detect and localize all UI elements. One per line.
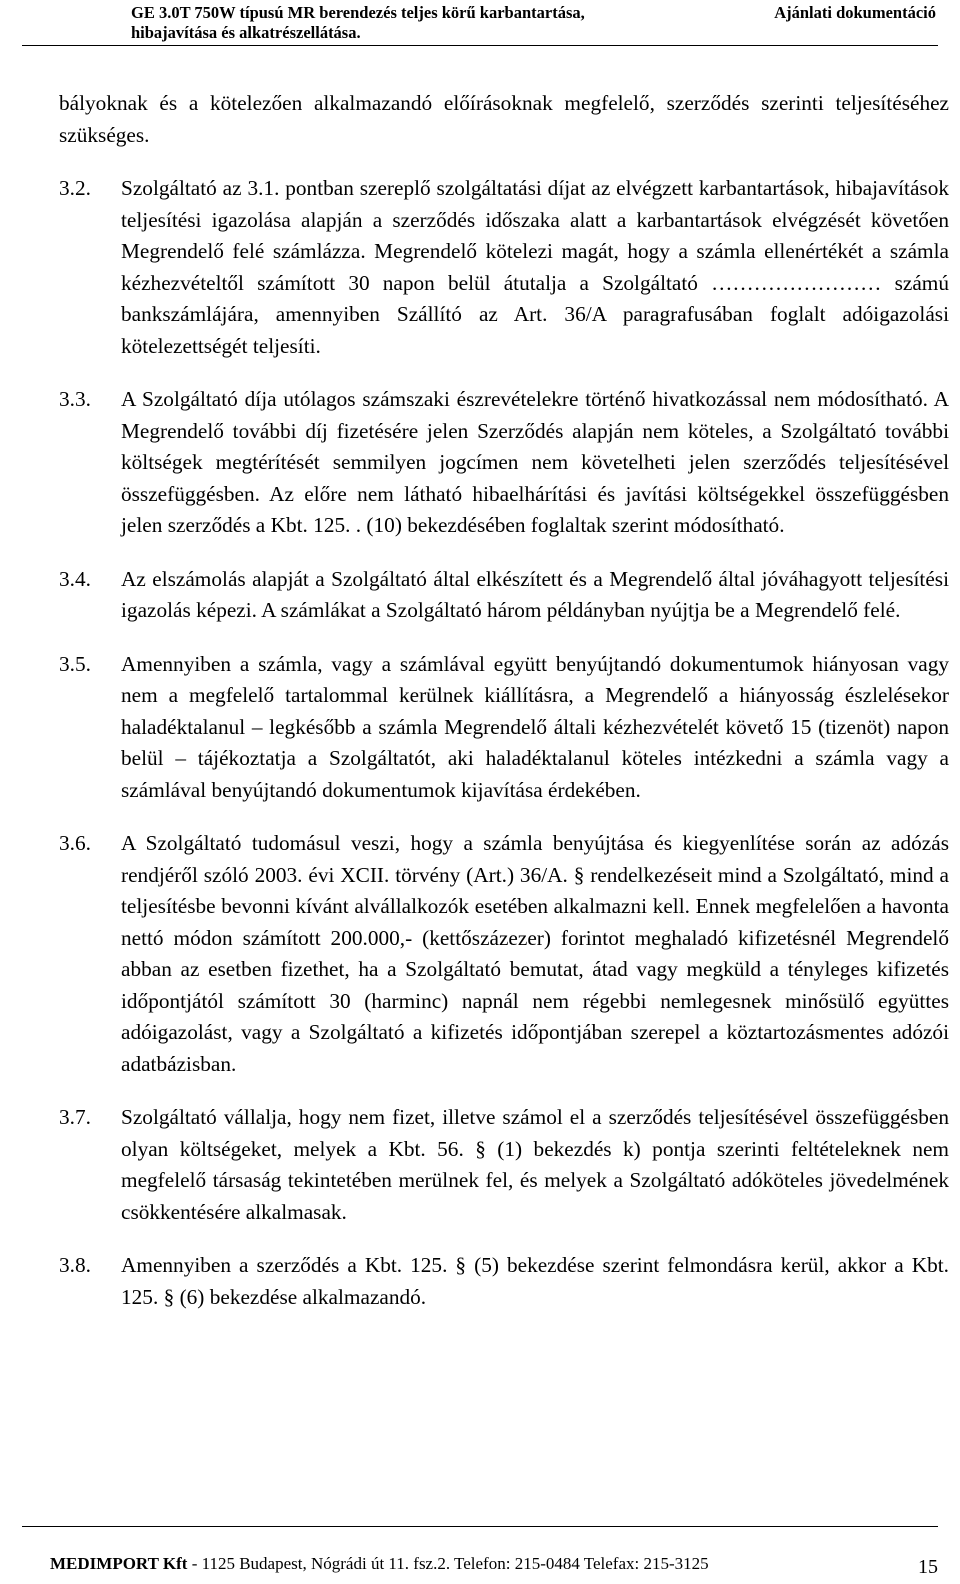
section-3-4: [59, 564, 949, 627]
section-3-8: [59, 1250, 949, 1313]
section-3-7: [59, 1102, 949, 1228]
section-text: A Szolgáltató díja utólagos számszaki észrevételekre történő hivatkozással nem módosítható. A Megrendelő további díj fizetésére jelen Szerződés alapján nem köteles, a Szolgáltató további költségek megtérítését semmilyen jogcímen nem követelheti jelen szerződés teljesítésével összefüggésben. Az előre nem látható hibaelhárítási és javítási költségekkel összefüggésben jelen szerződés a Kbt. 125. . (10) bekezdésében foglaltak szerint módosítható.: [121, 387, 949, 537]
section-number: 3.2.: [59, 176, 91, 200]
page-number: 15: [918, 1556, 938, 1578]
page-header: [0, 0, 960, 44]
section-number: 3.8.: [59, 1253, 91, 1277]
footer-details: - 1125 Budapest, Nógrádi út 11. fsz.2. Telefon: 215-0484 Telefax: 215-3125: [187, 1554, 709, 1573]
header-title-line2: hibajavítása és alkatrészellátása.: [131, 23, 361, 42]
section-number: 3.3.: [59, 387, 91, 411]
document-body: [59, 88, 949, 1335]
section-3-2: [59, 173, 949, 362]
section-text: Szolgáltató az 3.1. pontban szereplő szolgáltatási díjat az elvégzett karbantartások, hibajavítások teljesítési igazolása alapján a szerződés időszaka alatt a karbantartások elvégzését követően Megrendelő felé számlázza. Megrendelő kötelezi magát, hogy a számla ellenértékét a számla kézhezvételtől számított 30 napon belül átutalja a Szolgáltató …………………… számú bankszámlájára, amennyiben Szállító az Art. 36/A paragrafusában foglalt adóigazolási kötelezettségét teljesíti.: [121, 176, 949, 358]
section-number: 3.7.: [59, 1105, 91, 1129]
section-number: 3.6.: [59, 831, 91, 855]
section-text: Szolgáltató vállalja, hogy nem fizet, illetve számol el a szerződés teljesítésével összefüggésben olyan költségeket, melyek a Kbt. 56. § (1) bekezdés k) pontja szerinti feltételeknek nem megfelelő társaság tekintetében merülnek fel, és melyek a Szolgáltató adóköteles jövedelmének csökkentésére alkalmasak.: [121, 1105, 949, 1224]
header-doc-type: Ajánlati dokumentáció: [774, 3, 936, 22]
intro-paragraph: bályoknak és a kötelezően alkalmazandó előírásoknak megfelelő, szerződés szerinti teljesítéséhez szükséges.: [59, 91, 949, 147]
footer-company: MEDIMPORT Kft: [50, 1554, 188, 1573]
footer-divider: [22, 1526, 938, 1527]
section-number: 3.4.: [59, 566, 91, 591]
section-text: Amennyiben a szerződés a Kbt. 125. § (5) bekezdése szerint felmondásra kerül, akkor a Kbt. 125. § (6) bekezdése alkalmazandó.: [121, 1253, 949, 1309]
section-text: A Szolgáltató tudomásul veszi, hogy a számla benyújtása és kiegyenlítése során az adózás rendjéről szóló 2003. évi XCII. törvény (Art.) 36/A. § rendelkezéseit mind a Szolgáltató, mind a teljesítésbe bevonni kívánt alvállalkozók esetében alkalmazni kell. Ennek megfelelően a havonta nettó módon számított 200.000,- (kettőszázezer) forintot meghaladó kifizetésnél Megrendelő abban az esetben fizethet, ha a Szolgáltató bemutat, átad vagy megküld a tényleges kifizetés időpontjától számított 30 (harminc) napnál nem régebbi nemlegesnek minősülő együttes adóigazolást, vagy a Szolgáltató a kifizetés időpontjában szerepel a köztartozásmentes adózói adatbázisban.: [121, 831, 949, 1076]
section-text: Az elszámolás alapját a Szolgáltató által elkészített és a Megrendelő által jóváhagyott teljesítési igazolás képezi. A számlákat a Szolgáltató három példányban nyújtja be a Megrendelő felé.: [121, 566, 949, 622]
header-divider: [22, 45, 938, 46]
section-3-5: [59, 649, 949, 807]
footer-contact: [50, 1554, 709, 1574]
section-number: 3.5.: [59, 651, 91, 676]
section-3-3: [59, 384, 949, 542]
page-footer: [0, 1510, 960, 1584]
section-3-6: [59, 828, 949, 1080]
section-text: Amennyiben a számla, vagy a számlával együtt benyújtandó dokumentumok hiányosan vagy nem a megfelelő tartalommal kerülnek kiállításra, a Megrendelő a hiányosság észlelésekor haladéktalanul – legkésőbb a számla Megrendelő általi kézhezvételét követő 15 (tizenöt) napon belül – tájékoztatja a Szolgáltatót, aki haladéktalanul köteles intézkedni a számla vagy a számlával benyújtandó dokumentumok kijavítása érdekében.: [121, 651, 949, 802]
header-title-line1: GE 3.0T 750W típusú MR berendezés teljes körű karbantartása,: [131, 3, 585, 22]
header-title: [131, 3, 585, 43]
